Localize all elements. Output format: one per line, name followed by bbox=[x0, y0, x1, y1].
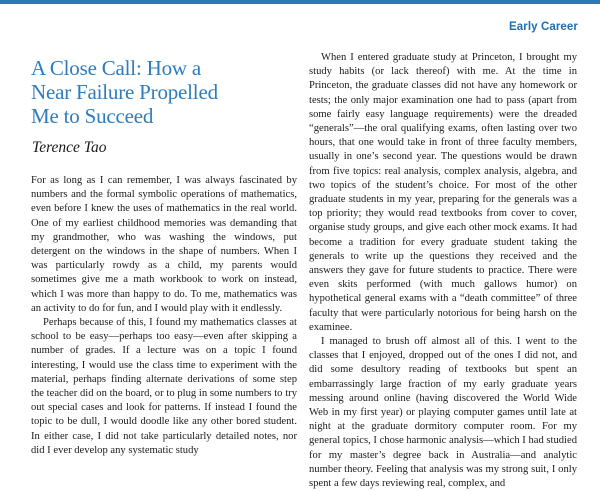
author-name: Terence Tao bbox=[32, 139, 107, 156]
title-line-2: Near Failure Propelled bbox=[31, 80, 218, 104]
top-rule bbox=[0, 0, 600, 4]
left-paragraph-1: For as long as I can remember, I was always fascinated by numbers and the formal symbolic operations of mathematics, even before I knew the uses of mathematics in the real world. One of my earliest childhood memories was demanding that my grandmother, who was washing the windows, put detergent on the windows in the shape of numbers. When I was particularly rowdy as a child, my parents would sometimes give me a math workbook to work on instead, which I was more than happy to do. To me, mathematics was an activity to do for fun, and I would play with it endlessly. bbox=[31, 175, 297, 314]
right-paragraph-1: When I entered graduate study at Princeton, I brought my study habits (or lack thereof) with me. At the time in Princeton, the graduate classes did not have any homework or tests; the only major examination one had to pass (apart from some fairly easy language requirements) were the dreaded “generals”—the oral qualifying exams, often lasting over two hours, that one would take in front of three faculty members, usually in one’s second year. The questions would be drawn from five topics: real analysis, complex analysis, algebra, and two topics of the student’s choice. For most of the other graduate students in my year, preparing for the generals was a top priority; they would read textbooks from cover to cover, organise study groups, and give each other mock exams. It had become a tradition for every graduate student taking the generals to write up the questions they received and the answers they gave for future students to practice. There were even skits performed (with much gallows humor) on hypothetical general exams with a “death committee” of three faculty that were particularly notorious for being harsh on the examinee. bbox=[309, 52, 577, 333]
title-line-1: A Close Call: How a bbox=[31, 56, 202, 80]
article-title bbox=[31, 56, 297, 128]
right-column bbox=[309, 51, 577, 491]
title-line-3: Me to Succeed bbox=[31, 104, 154, 128]
right-paragraph-2: I managed to brush off almost all of this. I went to the classes that I enjoyed, dropped out of the ones I did not, and did some desultory reading of textbooks but spent an embarrassingly large fraction of my early graduate years messing around online (having discovered the World Wide Web in my first year) or playing computer games until late at night at the graduate dormitory computer room. For my general topics, I chose harmonic analysis—which I had studied for my master’s degree back in Australia—and analytic number theory. Feeling that analysis was my strong suit, I only spent a few days reviewing real, complex, and bbox=[309, 336, 578, 490]
left-column bbox=[31, 51, 297, 458]
section-tag: Early Career bbox=[509, 21, 578, 33]
left-paragraph-2: Perhaps because of this, I found my mathematics classes at school to be easy—perhaps too easy—even after skipping a number of grades. If a lecture was on a topic I found interesting, I would use the class time to experiment with the material, perhaps finding alternate derivations of some step the teacher did on the board, or to plug in some numbers to try out special cases and look for patterns. If instead I found the topic to be dull, I would doodle like any other bored student. In either case, I did not take particularly detailed notes, nor did I ever develop any systematic study bbox=[31, 317, 297, 456]
